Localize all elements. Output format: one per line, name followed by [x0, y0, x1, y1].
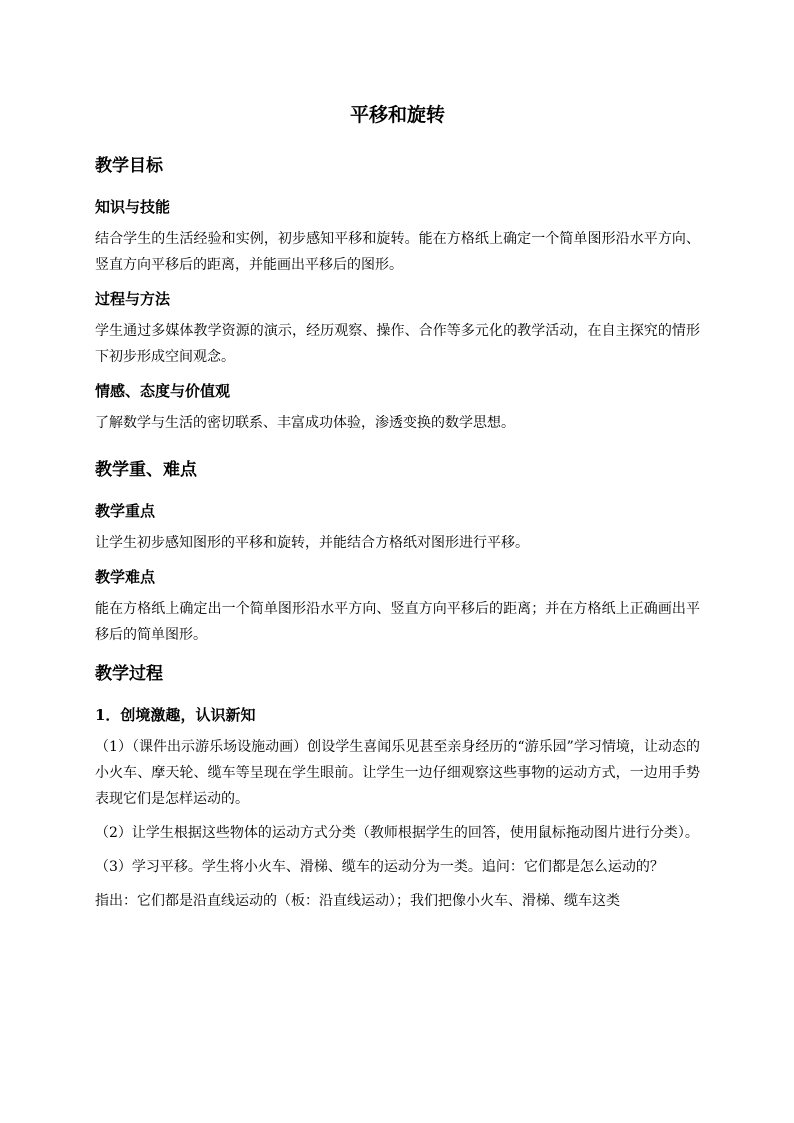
paragraph-difficulty: 能在方格纸上确定出一个简单图形沿水平方向、竖直方向平移后的距离；并在方格纸上正确画出平移后的简单图形。 [95, 601, 700, 643]
section-heading-process: 教学过程 [95, 664, 163, 684]
section-heading-key-points: 教学重、难点 [95, 460, 197, 480]
paragraph-step1-3: （3）学习平移。学生将小火车、滑梯、缆车的运动分为一类。追问：它们都是怎么运动的？ [95, 859, 664, 875]
subheading-step1: 1．创境激趣，认识新知 [95, 706, 256, 724]
subheading-difficulty: 教学难点 [95, 568, 156, 586]
subheading-process-method: 过程与方法 [95, 290, 171, 308]
subheading-focus: 教学重点 [95, 502, 156, 520]
document-page [95, 100, 700, 922]
paragraph-emotion: 了解数学与生活的密切联系、丰富成功体验，渗透变换的数学思想。 [95, 415, 515, 431]
paragraph-step1-1: （1）（课件出示游乐场设施动画）创设学生喜闻乐见甚至亲身经历的“游乐园”学习情境，让动态的小火车、摩天轮、缆车等呈现在学生眼前。让学生一边仔细观察这些事物的运动方式，一边用手势表现它们是怎样运动的。 [95, 739, 700, 807]
paragraph-knowledge: 结合学生的生活经验和实例，初步感知平移和旋转。能在方格纸上确定一个简单图形沿水平方向、竖直方向平移后的距离，并能画出平移后的图形。 [95, 231, 700, 273]
paragraph-focus: 让学生初步感知图形的平移和旋转，并能结合方格纸对图形进行平移。 [95, 535, 529, 551]
subheading-emotion: 情感、态度与价值观 [95, 382, 231, 400]
section-heading-objectives: 教学目标 [95, 156, 163, 176]
subheading-knowledge: 知识与技能 [95, 198, 171, 216]
paragraph-step1-2: （2）让学生根据这些物体的运动方式分类（教师根据学生的回答，使用鼠标拖动图片进行分类）。 [95, 825, 699, 841]
paragraph-step1-4: 指出：它们都是沿直线运动的（板：沿直线运动）；我们把像小火车、滑梯、缆车这类 [95, 893, 620, 909]
document-title: 平移和旋转 [349, 104, 445, 126]
paragraph-process-method: 学生通过多媒体教学资源的演示，经历观察、操作、合作等多元化的教学活动，在自主探究的情形下初步形成空间观念。 [95, 323, 700, 365]
